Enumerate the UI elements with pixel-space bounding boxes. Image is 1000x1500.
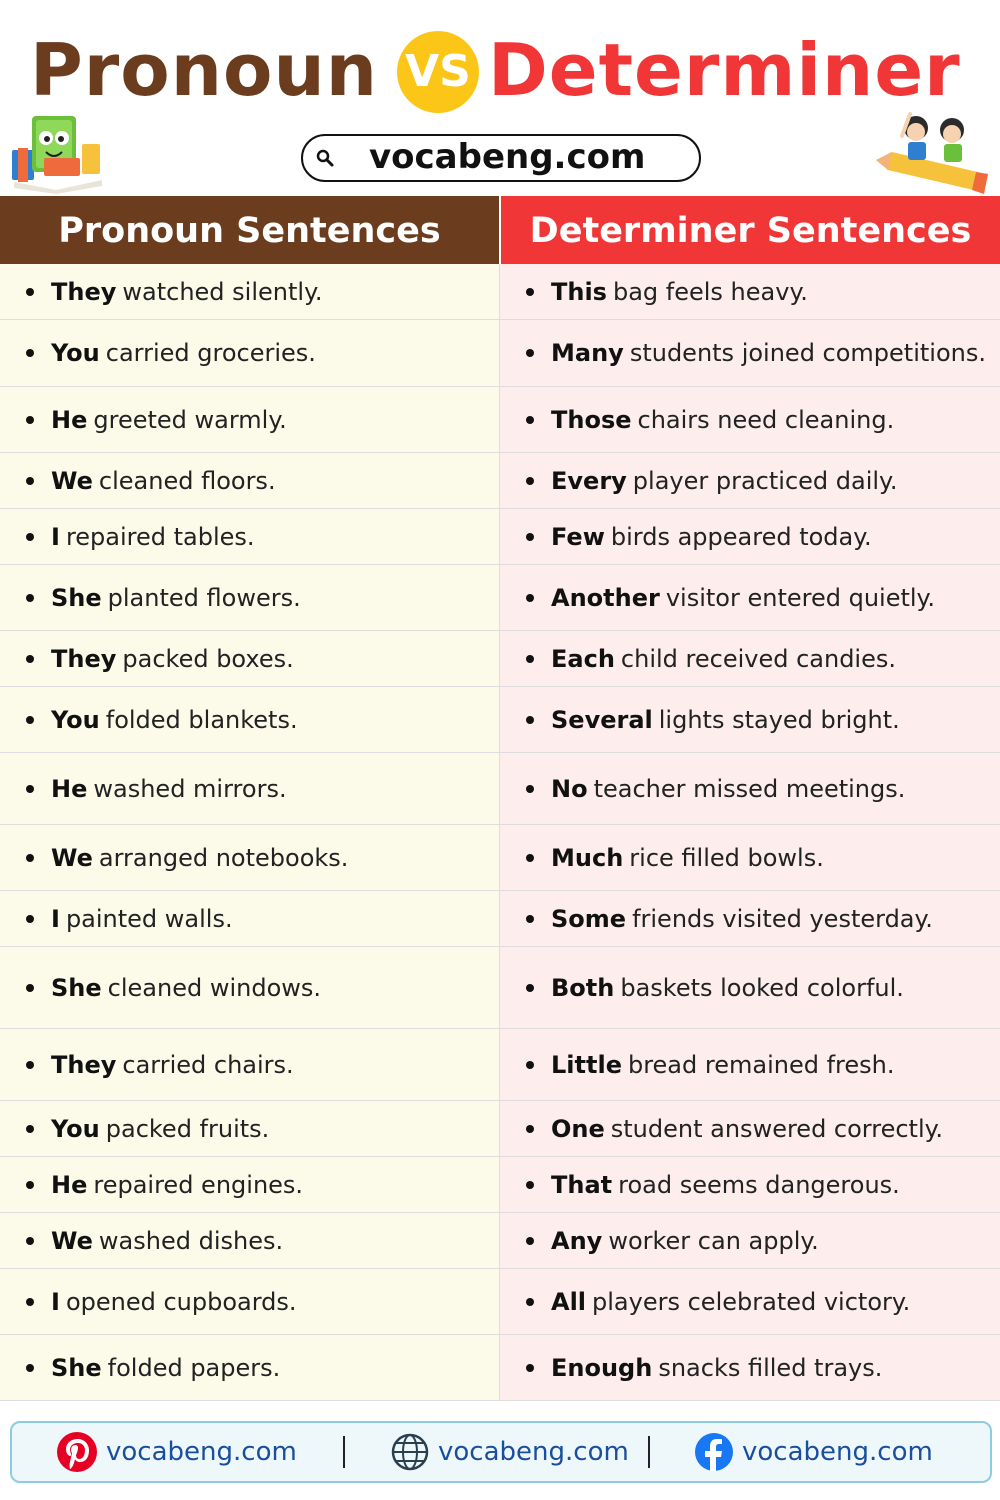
bullet-icon [526, 1125, 534, 1133]
determiner-sentence [500, 687, 1000, 752]
sentence-rest: planted flowers. [107, 583, 301, 612]
bullet-icon [526, 655, 534, 663]
sentence-rest: opened cupboards. [65, 1287, 297, 1316]
bullet-icon [26, 915, 34, 923]
table-row [0, 1269, 1000, 1335]
bullet-icon [26, 477, 34, 485]
sentence-rest: cleaned windows. [107, 973, 322, 1002]
bullet-icon [526, 288, 534, 296]
table-row [0, 387, 1000, 453]
table-header [0, 196, 1000, 264]
footer-facebook[interactable] [694, 1423, 933, 1481]
keyword: No [551, 774, 588, 803]
keyword: I [51, 522, 60, 551]
keyword: Those [551, 405, 632, 434]
pronoun-sentence [0, 687, 500, 752]
bullet-icon [26, 1237, 34, 1245]
bullet-icon [526, 1237, 534, 1245]
keyword: Both [551, 973, 615, 1002]
bullet-icon [526, 984, 534, 992]
keyword: This [551, 277, 607, 306]
title-determiner: Determiner [488, 28, 961, 112]
header [0, 0, 1000, 196]
table-row [0, 947, 1000, 1029]
bullet-icon [526, 854, 534, 862]
pronoun-sentence [0, 565, 500, 630]
keyword: Several [551, 705, 653, 734]
sentence-rest: chairs need cleaning. [637, 405, 895, 434]
header-pronoun-sentences: Pronoun Sentences [0, 196, 499, 264]
keyword: You [51, 1114, 100, 1143]
sentence-rest: teacher missed meetings. [593, 774, 906, 803]
sentence-rest: child received candies. [620, 644, 896, 673]
footer-pinterest[interactable] [56, 1423, 297, 1481]
bullet-icon [26, 655, 34, 663]
table-row [0, 264, 1000, 320]
sentence-rest: road seems dangerous. [618, 1170, 900, 1199]
keyword: We [51, 1226, 93, 1255]
table-row [0, 631, 1000, 687]
sentence-rest: birds appeared today. [610, 522, 872, 551]
determiner-sentence [500, 947, 1000, 1028]
determiner-sentence [500, 1269, 1000, 1334]
keyword: All [551, 1287, 587, 1316]
footer-divider [648, 1436, 650, 1468]
sentence-rest: folded blankets. [105, 705, 298, 734]
table-row [0, 1029, 1000, 1101]
pronoun-sentence [0, 1213, 500, 1268]
sentence-rest: friends visited yesterday. [632, 904, 933, 933]
keyword: They [51, 1050, 117, 1079]
footer-website[interactable] [390, 1423, 629, 1481]
sentence-rest: carried groceries. [105, 339, 316, 367]
site-url: vocabeng.com [369, 137, 646, 177]
bullet-icon [26, 1125, 34, 1133]
sentence-rest: student answered correctly. [610, 1114, 944, 1143]
determiner-sentence [500, 387, 1000, 452]
bullet-icon [26, 594, 34, 602]
table-row [0, 1101, 1000, 1157]
sentence-rest: cleaned floors. [98, 466, 276, 495]
keyword: One [551, 1114, 605, 1143]
bullet-icon [26, 288, 34, 296]
sentence-rest: packed boxes. [122, 644, 294, 673]
bullet-icon [26, 1061, 34, 1069]
bullet-icon [26, 416, 34, 424]
sentence-rest: students joined competitions. [629, 339, 986, 367]
table-row [0, 320, 1000, 387]
facebook-icon [694, 1432, 734, 1472]
sentence-rest: bread remained fresh. [627, 1050, 895, 1079]
search-icon [315, 148, 335, 168]
keyword: They [51, 644, 117, 673]
bullet-icon [26, 716, 34, 724]
determiner-sentence [500, 1335, 1000, 1400]
sentence-rest: folded papers. [107, 1353, 281, 1382]
bullet-icon [26, 854, 34, 862]
keyword: Every [551, 466, 627, 495]
determiner-sentence [500, 631, 1000, 686]
footer-pinterest-text: vocabeng.com [106, 1437, 297, 1467]
determiner-sentence [500, 891, 1000, 946]
bullet-icon [526, 477, 534, 485]
books-mascot-icon [6, 108, 110, 194]
title-pronoun: Pronoun [30, 28, 378, 112]
table-row [0, 565, 1000, 631]
bullet-icon [26, 785, 34, 793]
determiner-sentence [500, 509, 1000, 564]
determiner-sentence [500, 753, 1000, 824]
keyword: Another [551, 583, 660, 612]
pronoun-sentence [0, 1157, 500, 1212]
sentence-rest: washed dishes. [98, 1226, 284, 1255]
keyword: I [51, 904, 60, 933]
pronoun-sentence [0, 1335, 500, 1400]
sentence-rest: bag feels heavy. [612, 277, 808, 306]
keyword: Some [551, 904, 627, 933]
table-row [0, 1157, 1000, 1213]
keyword: Any [551, 1226, 603, 1255]
pronoun-sentence [0, 1029, 500, 1100]
footer-links [10, 1421, 992, 1483]
keyword: Each [551, 644, 615, 673]
pronoun-sentence [0, 387, 500, 452]
pinterest-icon [56, 1431, 98, 1473]
sentence-rest: washed mirrors. [93, 774, 287, 803]
pronoun-sentence [0, 947, 500, 1028]
determiner-sentence [500, 453, 1000, 508]
table-body [0, 264, 1000, 1400]
bullet-icon [526, 915, 534, 923]
sentence-rest: greeted warmly. [93, 405, 287, 434]
determiner-sentence [500, 825, 1000, 890]
keyword: They [51, 277, 117, 306]
bullet-icon [526, 349, 534, 357]
keyword: Many [551, 339, 624, 367]
keyword: That [551, 1170, 613, 1199]
sentence-rest: player practiced daily. [632, 466, 898, 495]
sentence-rest: players celebrated victory. [592, 1287, 911, 1316]
sentence-rest: baskets looked colorful. [620, 973, 904, 1002]
pronoun-sentence [0, 453, 500, 508]
keyword: We [51, 466, 93, 495]
pronoun-sentence [0, 264, 500, 319]
bullet-icon [526, 1061, 534, 1069]
pronoun-sentence [0, 509, 500, 564]
table-row [0, 1335, 1000, 1401]
bullet-icon [526, 1298, 534, 1306]
table-row [0, 453, 1000, 509]
sentence-rest: painted walls. [65, 904, 233, 933]
table-row [0, 753, 1000, 825]
keyword: You [51, 705, 100, 734]
pronoun-sentence [0, 320, 500, 386]
bullet-icon [26, 1181, 34, 1189]
keyword: We [51, 843, 93, 872]
globe-icon [390, 1432, 430, 1472]
sentence-rest: carried chairs. [122, 1050, 294, 1079]
pronoun-sentence [0, 891, 500, 946]
table-row [0, 891, 1000, 947]
bullet-icon [526, 594, 534, 602]
bullet-icon [526, 1181, 534, 1189]
keyword: Little [551, 1050, 622, 1079]
keyword: Few [551, 522, 605, 551]
bullet-icon [26, 1298, 34, 1306]
footer-website-text: vocabeng.com [438, 1437, 629, 1467]
bullet-icon [526, 716, 534, 724]
determiner-sentence [500, 565, 1000, 630]
keyword: She [51, 973, 102, 1002]
keyword: She [51, 583, 102, 612]
determiner-sentence [500, 320, 1000, 386]
pronoun-sentence [0, 1101, 500, 1156]
site-search-bar [301, 134, 701, 182]
determiner-sentence [500, 264, 1000, 319]
footer-divider [343, 1436, 345, 1468]
bullet-icon [26, 984, 34, 992]
sentence-rest: repaired engines. [93, 1170, 304, 1199]
keyword: He [51, 1170, 88, 1199]
header-determiner-sentences: Determiner Sentences [501, 196, 1000, 264]
keyword: Enough [551, 1353, 653, 1382]
bullet-icon [526, 533, 534, 541]
bullet-icon [526, 785, 534, 793]
bullet-icon [26, 349, 34, 357]
bullet-icon [26, 1364, 34, 1372]
bullet-icon [526, 1364, 534, 1372]
sentence-rest: watched silently. [122, 277, 323, 306]
keyword: He [51, 774, 88, 803]
keyword: Much [551, 843, 624, 872]
kids-on-pencil-icon [872, 108, 992, 196]
determiner-sentence [500, 1157, 1000, 1212]
table-row [0, 509, 1000, 565]
pronoun-sentence [0, 753, 500, 824]
sentence-rest: rice filled bowls. [629, 843, 824, 872]
determiner-sentence [500, 1029, 1000, 1100]
table-row [0, 687, 1000, 753]
determiner-sentence [500, 1101, 1000, 1156]
pronoun-sentence [0, 1269, 500, 1334]
bullet-icon [526, 416, 534, 424]
keyword: I [51, 1287, 60, 1316]
sentence-rest: arranged notebooks. [98, 843, 349, 872]
vs-badge: VS [397, 31, 479, 113]
pronoun-sentence [0, 631, 500, 686]
keyword: You [51, 339, 100, 367]
determiner-sentence [500, 1213, 1000, 1268]
keyword: He [51, 405, 88, 434]
keyword: She [51, 1353, 102, 1382]
sentence-rest: repaired tables. [65, 522, 255, 551]
bullet-icon [26, 533, 34, 541]
sentence-rest: snacks filled trays. [658, 1353, 883, 1382]
sentence-rest: worker can apply. [608, 1226, 819, 1255]
sentence-rest: visitor entered quietly. [665, 583, 935, 612]
table-row [0, 1213, 1000, 1269]
sentence-rest: lights stayed bright. [658, 705, 900, 734]
pronoun-sentence [0, 825, 500, 890]
table-row [0, 825, 1000, 891]
sentence-rest: packed fruits. [105, 1114, 270, 1143]
footer-facebook-text: vocabeng.com [742, 1437, 933, 1467]
